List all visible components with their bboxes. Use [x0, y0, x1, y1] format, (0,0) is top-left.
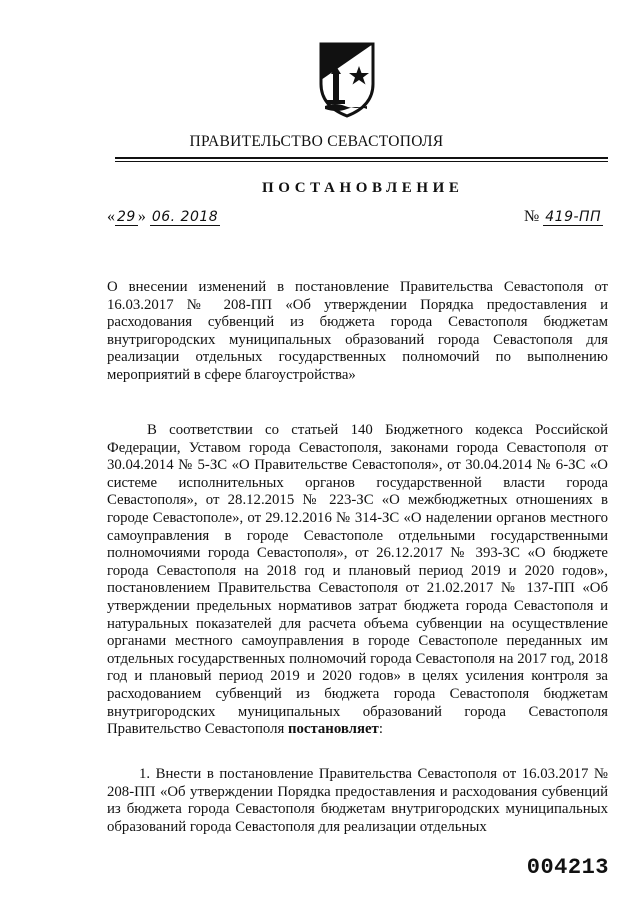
- date-close-quote: »: [137, 208, 146, 225]
- document-number: [524, 208, 603, 226]
- page-serial-number: 004213: [526, 855, 609, 880]
- preamble-text: В соответствии со статьей 140 Бюджетного кодекса Российской Федерации, Уставом города Севастополя, законами города Севастополя от 30.04.2014 № 5-ЗС «О Правительстве Севастополя», от 30.04.2014 № 6-ЗС «О системе исполнительных органов государственной власти города Севастополя», от 28.12.2015 № 223-ЗС «О межбюджетных отношениях в городе Севастополе», от 29.12.2016 № 314-ЗС «О наделении органов местного самоуправления в городе Севастополе отдельными государственными полномочиями города Севастополя», от 26.12.2017 № 393-ЗС «О бюджете города Севастополя на 2018 год и плановый период 2019 и 2020 годов», постановлением Правительства Севастополя от 21.02.2017 № 137-ПП «Об утверждении предельных нормативов затрат бюджета города Севастополя и натуральных показателей для расчета объема субвенции на осуществление органами местного самоуправления в городе Севастополе переданных им отдельных государственных полномочий города Севастополя на 2017 год, 2018 год и плановый период 2019 и 2020 годов» в целях усиления контроля за расходованием субвенций из бюджета города Севастополя бюджетам внутригородских муниципальных образований города Севастополя Правительство Севастополя: [107, 422, 608, 738]
- paragraph-item-1: 1. Внести в постановление Правительства Севастополя от 16.03.2017 № 208-ПП «Об утверждении Порядка предоставления и расходования субвенций из бюджета города Севастополя бюджетам внутригородских муниципальных образований города Севастополя для реализации отдельных: [107, 766, 608, 835]
- decree-word: постановляет: [287, 721, 379, 738]
- date-open-quote: «: [107, 208, 115, 225]
- document-subject: О внесении изменений в постановление Правительства Севастополя от 16.03.2017 № 208-ПП «Об утверждении Порядка предоставления и расходования субвенций из бюджета города Севастополя бюджетам внутригородских муниципальных образований города Севастополя для реализации отдельных государственных полномочий по выполнению мероприятий в сфере благоустройства»: [107, 279, 608, 383]
- number-value: 419-ПП: [545, 209, 602, 225]
- coat-of-arms-icon: [315, 40, 379, 120]
- preamble-end: :: [378, 721, 383, 738]
- document-type-heading: ПОСТАНОВЛЕНИЕ: [262, 180, 464, 196]
- number-prefix: №: [524, 208, 540, 225]
- header-rule-thick: [115, 157, 608, 159]
- document-date: [107, 208, 220, 226]
- preamble-paragraph: [107, 422, 608, 739]
- organization-title: ПРАВИТЕЛЬСТВО СЕВАСТОПОЛЯ: [189, 133, 444, 150]
- header-rule-thin: [115, 161, 608, 162]
- date-day: 29: [117, 209, 136, 225]
- date-month-year: 06. 2018: [151, 209, 219, 225]
